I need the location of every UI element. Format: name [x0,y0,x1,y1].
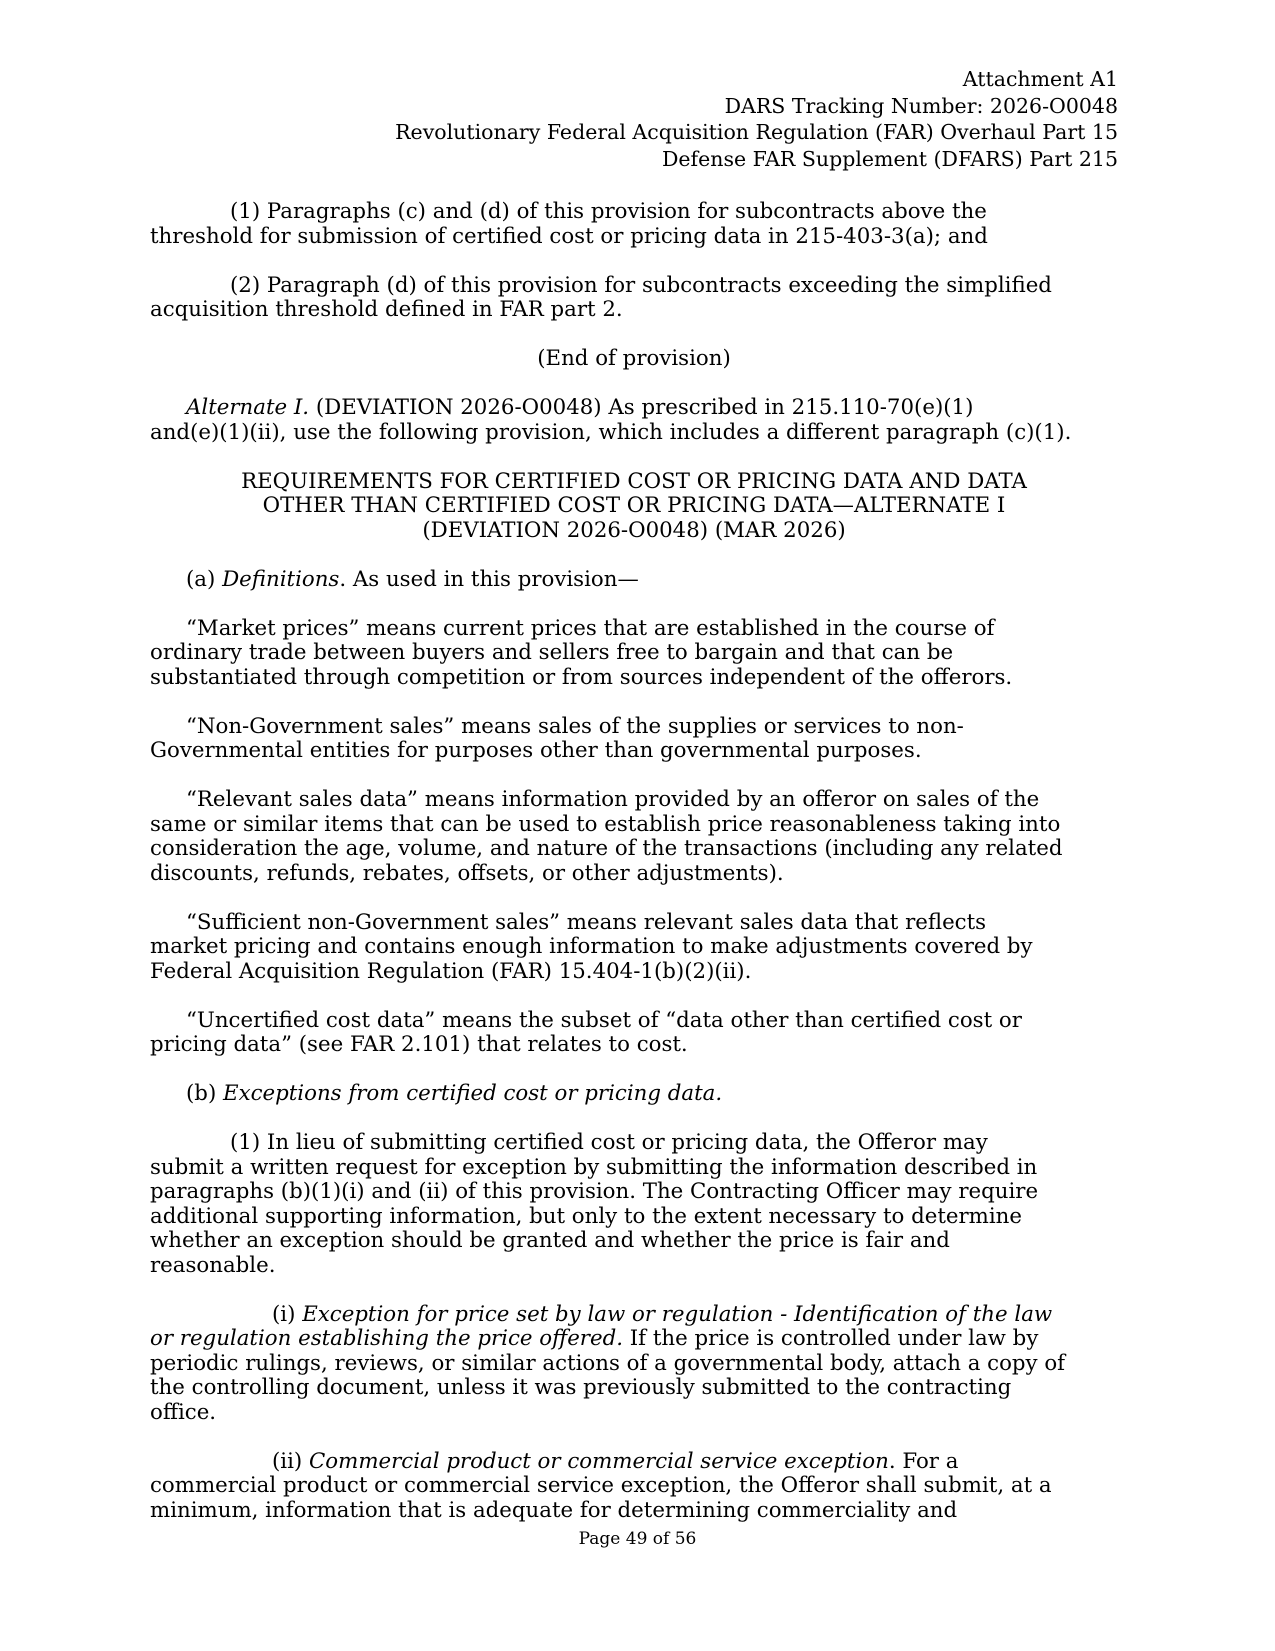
paragraph-1: (1) Paragraphs (c) and (d) of this provision for subcontracts above the threshold for submission of certified cost or pricing data in 215-403-3(a); and [150,199,988,249]
definition-relevant-sales-data: “Relevant sales data” means information provided by an offeror on sales of the same or similar items that can be used to establish price reasonableness taking into consideration the age, volume, and nature of the transactions (including any related discounts, refunds, rebates, offsets, or other adjustments). [150,787,1063,886]
definition-sufficient-sales: “Sufficient non-Government sales” means relevant sales data that reflects market pricing and contains enough information to make adjustments covered by Federal Acquisition Regulation (FAR) 15.404-1(b)(2)(ii). [150,909,1033,984]
section-b-heading: (b) Exceptions from certified cost or pricing data. [186,1081,723,1106]
header-dfars-part: Defense FAR Supplement (DFARS) Part 215 [661,146,1118,171]
definition-non-government-sales: “Non-Government sales” means sales of the supplies or services to non- Governmental entities for purposes other than governmental purposes. [150,713,964,763]
alternate-label: Alternate I. [186,395,310,420]
document-body [150,200,1118,1548]
end-of-provision: (End of provision) [537,346,731,371]
section-a-heading: (a) Definitions. As used in this provision— [186,566,639,592]
paragraph-2: (2) Paragraph (d) of this provision for subcontracts exceeding the simplified acquisition threshold defined in FAR part 2. [150,272,1052,322]
definition-market-prices: “Market prices” means current prices that are established in the course of ordinary trade between buyers and sellers free to bargain and that can be substantiated through competition or from sources independent of the offerors. [150,615,1013,690]
alternate-intro: Alternate I. (DEVIATION 2026-O0048) As prescribed in 215.110-70(e)(1) and(e)(1)(ii), use the following provision, which includes a different paragraph (c)(1). [150,395,1072,445]
header-attachment: Attachment A1 [962,67,1118,91]
page-header [218,66,1118,172]
header-tracking-number: DARS Tracking Number: 2026-O0048 [724,93,1118,118]
definition-uncertified-cost-data: “Uncertified cost data” means the subset of “data other than certified cost or pricing data” (see FAR 2.101) that relates to cost. [150,1007,1022,1057]
header-far-part: Revolutionary Federal Acquisition Regulation (FAR) Overhaul Part 15 [395,120,1118,144]
page-number: Page 49 of 56 [578,1529,697,1549]
paragraph-b1: (1) In lieu of submitting certified cost or pricing data, the Offeror may submit a written request for exception by submitting the information described in paragraphs (b)(1)(i) and (ii) of this provision. The Contracting Officer may require additional supporting information, but only to the extent necessary to determine whether an exception should be granted and whether the price is fair and reasonable. [150,1130,1039,1278]
paragraph-b1-i: (i) Exception for price set by law or regulation - Identification of the law or regulation establishing the price offered. If the price is controlled under law by periodic rulings, reviews, or similar actions of a governmental body, attach a copy of the controlling document, unless it was previously submitted to the contracting office. [150,1301,1066,1425]
paragraph-b1-ii: (ii) Commercial product or commercial service exception. For a commercial product or commercial service exception, the Offeror shall submit, at a minimum, information that is adequate for determining commerciality and [150,1448,1052,1523]
provision-title: REQUIREMENTS FOR CERTIFIED COST OR PRICING DATA AND DATA OTHER THAN CERTIFIED COST OR PRICING DATA—ALTERNATE I (DEVIATION 2026-O0048) (MAR 2026) [241,468,1027,543]
